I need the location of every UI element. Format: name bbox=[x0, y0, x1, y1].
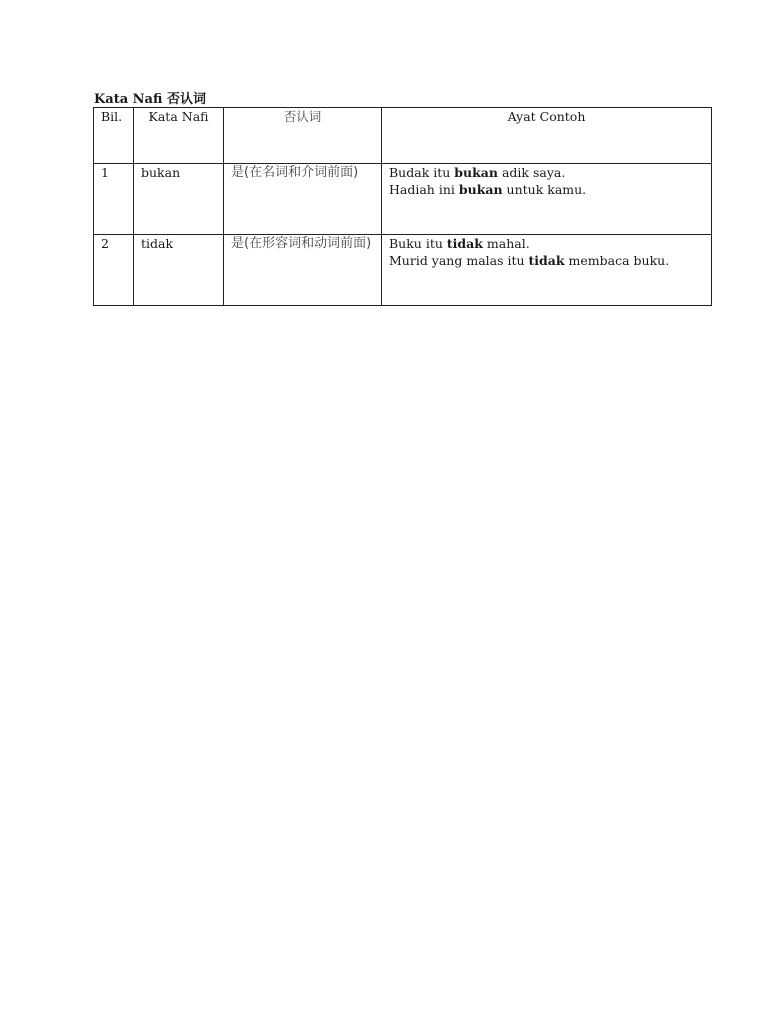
header-chinese: 否认词 bbox=[224, 108, 382, 164]
header-ayat-contoh: Ayat Contoh bbox=[382, 108, 712, 164]
example-sentence: Budak itu bukan adik saya. bbox=[389, 165, 566, 180]
header-bil: Bil. bbox=[94, 108, 134, 164]
page-title: Kata Nafi 否认词 bbox=[94, 92, 206, 107]
header-kata-nafi: Kata Nafi bbox=[134, 108, 224, 164]
example-sentence: Buku itu tidak mahal. bbox=[389, 236, 530, 251]
kata-nafi-table bbox=[93, 107, 712, 306]
table-row bbox=[94, 235, 712, 306]
table-row bbox=[94, 164, 712, 235]
row-examples bbox=[382, 164, 712, 235]
row-number: 1 bbox=[94, 164, 134, 235]
example-sentence: Hadiah ini bukan untuk kamu. bbox=[389, 182, 587, 197]
row-examples bbox=[382, 235, 712, 306]
row-word: bukan bbox=[134, 164, 224, 235]
table-header-row bbox=[94, 108, 712, 164]
row-meaning: 是(在形容词和动词前面) bbox=[224, 235, 382, 306]
row-number: 2 bbox=[94, 235, 134, 306]
example-sentence: Murid yang malas itu tidak membaca buku. bbox=[389, 253, 670, 268]
row-meaning: 是(在名词和介词前面) bbox=[224, 164, 382, 235]
row-word: tidak bbox=[134, 235, 224, 306]
